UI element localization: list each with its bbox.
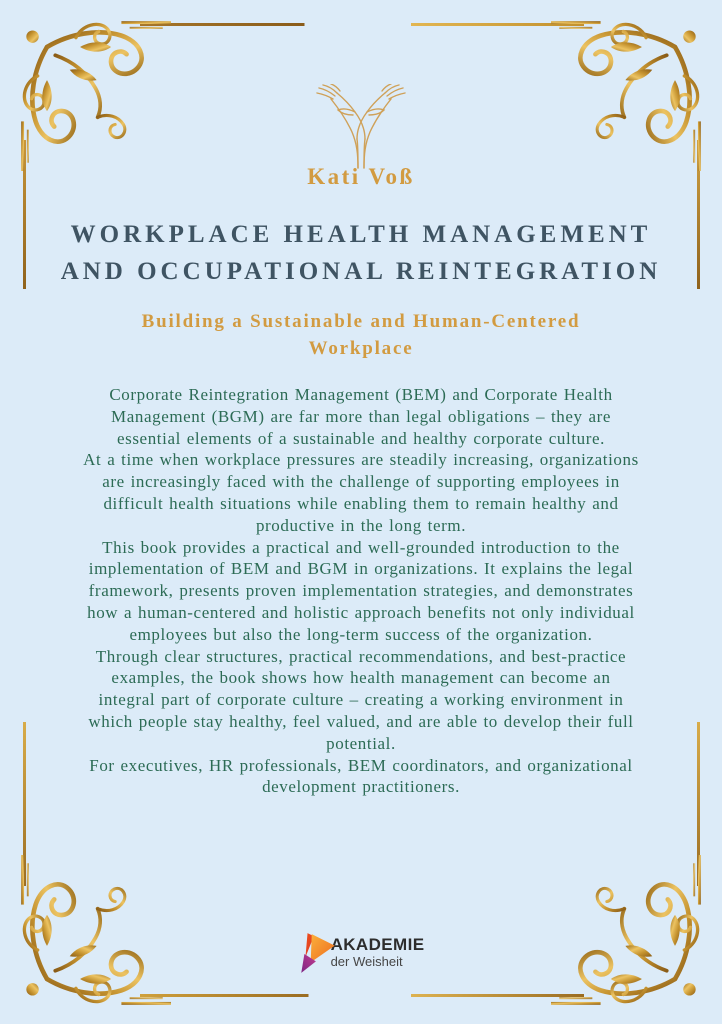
subtitle-line-2: Workplace (308, 338, 414, 359)
book-description (83, 384, 639, 798)
author-name: Kati Voß (307, 164, 415, 189)
subtitle-line-1: Building a Sustainable and Human-Centered (141, 311, 581, 332)
publisher-name: AKADEMIE (330, 934, 425, 954)
book-subtitle (0, 308, 722, 362)
body-paragraph: Corporate Reintegration Management (BEM) and Corporate Health Management (BGM) are far more than legal obligations – they are essential elements of a sustainable and healthy corporate culture. (109, 385, 613, 448)
body-paragraph: Through clear structures, practical recommendations, and best-practice examples, the book shows how health management can become an integral part of corporate culture – creating a working environment in which people stay healthy, feel valued, and are able to develop their full potential. (88, 646, 634, 753)
book-title (0, 216, 722, 290)
body-paragraph: This book provides a practical and well-grounded introduction to the implementation of BEM and BGM in organizations. It explains the legal framework, presents proven implementation strategies, and demonstrates how a human-centered and holistic approach benefits not only individual employees but also the long-term success of the organization. (87, 537, 635, 644)
body-paragraph: For executives, HR professionals, BEM coordinators, and organizational development practitioners. (89, 755, 633, 797)
frame-line-bottom (140, 994, 584, 997)
body-paragraph: At a time when workplace pressures are steadily increasing, organizations are increasingly faced with the challenge of supporting employees in difficult health situations while enabling them to remain healthy and productive in the long term. (83, 450, 639, 535)
title-line-2: AND OCCUPATIONAL REINTEGRATION (60, 258, 662, 285)
publisher-logo (0, 929, 722, 975)
open-hands-icon (0, 84, 722, 174)
akademie-logo-mark-icon (298, 930, 338, 976)
title-line-1: WORKPLACE HEALTH MANAGEMENT (70, 221, 652, 248)
publisher-tagline: der Weisheit (330, 953, 403, 969)
frame-line-top (140, 23, 584, 26)
